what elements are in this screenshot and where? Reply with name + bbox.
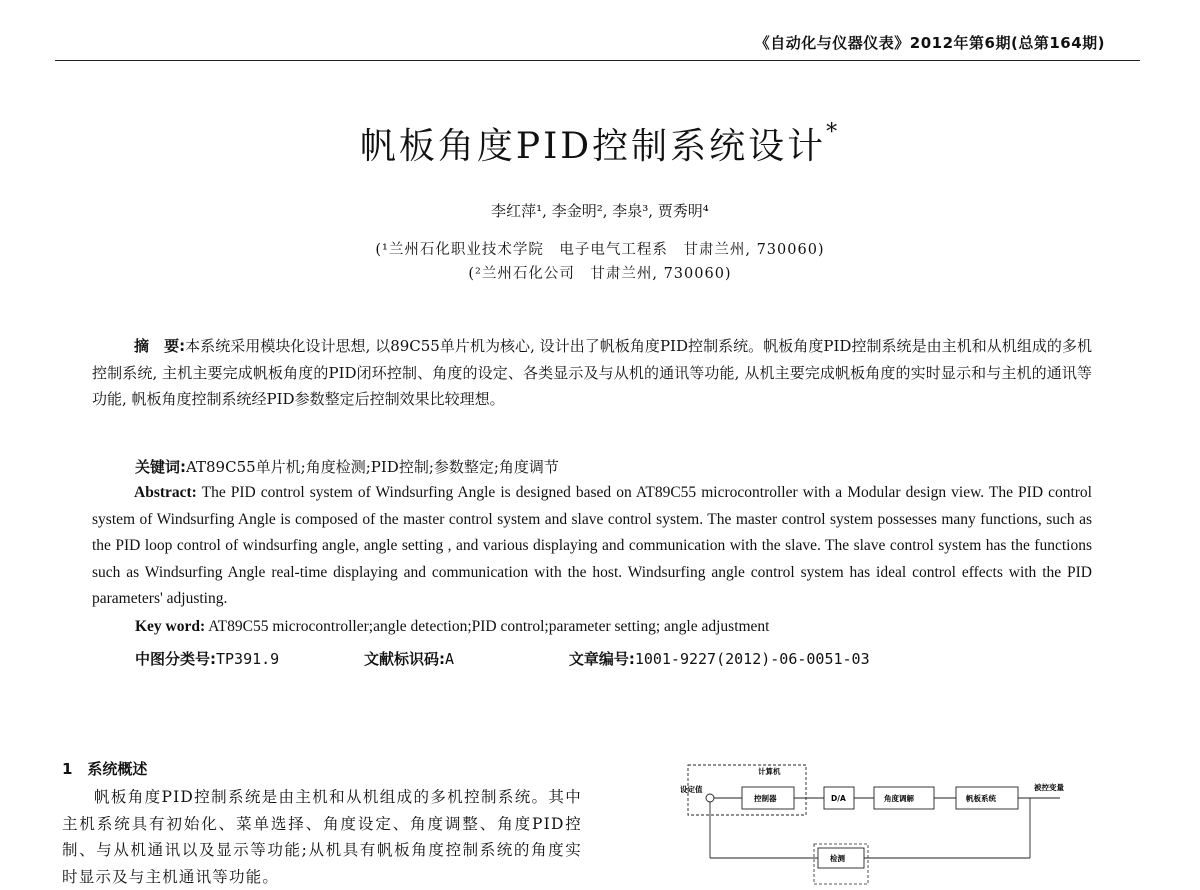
doc-code-label: 文献标识码: bbox=[364, 650, 445, 668]
summing-junction bbox=[706, 794, 714, 802]
title-text: 帆板角度PID控制系统设计 bbox=[359, 126, 827, 167]
title-footnote-mark: * bbox=[826, 120, 841, 145]
abstract-cn bbox=[92, 333, 1092, 413]
computer-boundary bbox=[688, 765, 806, 815]
classification-line bbox=[135, 648, 1035, 669]
keywords-en-text: AT89C55 microcontroller;angle detection;PID control;parameter setting; angle adjustment bbox=[208, 618, 770, 635]
clc-value: TP391.9 bbox=[216, 650, 280, 668]
abstract-en-text: The PID control system of Windsurfing Angle is designed based on AT89C55 microcontroller with a Modular design view. The PID control system of Windsurfing Angle is composed of the master control system and slave control system. The master control system possesses many functions, such as the PID loop control of windsurfing angle, angle setting , and various displaying and communication with the slave. The slave control system has the functions such as Windsurfing Angle real-time displaying and communication with the host. Windsurfing angle control system has ideal control effects with the PID parameters' adjusting. bbox=[92, 484, 1092, 607]
doc-code-value: A bbox=[445, 650, 455, 668]
abstract-cn-label: 摘 要: bbox=[134, 337, 186, 355]
abstract-en bbox=[92, 480, 1092, 613]
computer-label: 计算机 bbox=[758, 767, 781, 776]
authors: 李红萍¹, 李金明², 李泉³, 贾秀明⁴ bbox=[491, 202, 709, 220]
affiliation-1: (¹兰州石化职业技术学院 电子电气工程系 甘肃兰州, 730060) bbox=[375, 242, 825, 258]
keywords-cn-label: 关键词: bbox=[135, 458, 186, 476]
affiliation-2: (²兰州石化公司 甘肃兰州, 730060) bbox=[468, 266, 732, 282]
keywords-en-label: Key word: bbox=[135, 618, 206, 635]
angle-adjust-label: 角度调解 bbox=[884, 794, 914, 803]
sail-system-label: 帆板系统 bbox=[966, 794, 996, 803]
journal-header: 《自动化与仪器仪表》2012年第6期(总第164期) bbox=[754, 34, 1105, 52]
keywords-cn-text: AT89C55单片机;角度检测;PID控制;参数整定;角度调节 bbox=[186, 458, 559, 476]
setpoint-label: 设定值 bbox=[680, 785, 703, 794]
article-no-label: 文章编号: bbox=[568, 650, 635, 668]
section-1-body bbox=[62, 784, 582, 890]
article-no-value: 1001-9227(2012)-06-0051-03 bbox=[634, 650, 870, 668]
abstract-cn-text: 本系统采用模块化设计思想, 以89C55单片机为核心, 设计出了帆板角度PID控制系统。帆板角度PID控制系统是由主机和从机组成的多机控制系统, 主机主要完成帆板角度的PID闭环控制、角度的设定、各类显示及与从机的通讯等功能, 从机主要完成帆板角度的实时显示和与主机的通讯等功能, 帆板角度控制系统经PID参数整定后控制效果比较理想。 bbox=[92, 337, 1092, 408]
keywords-en bbox=[135, 618, 770, 636]
section-1-text: 帆板角度PID控制系统是由主机和从机组成的多机控制系统。其中主机系统具有初始化、菜单选择、角度设定、角度调整、角度PID控制、与从机通讯以及显示等功能;从机具有帆板角度控制系统的角度实时显示及与主机通讯等功能。 bbox=[62, 788, 582, 886]
abstract-en-label: Abstract: bbox=[134, 484, 197, 501]
output-label: 被控变量 bbox=[1034, 783, 1064, 792]
paper-title bbox=[0, 118, 1200, 169]
clc-label: 中图分类号: bbox=[135, 650, 216, 668]
detect-label: 检测 bbox=[830, 854, 845, 863]
da-label: D/A bbox=[831, 794, 846, 803]
controller-label: 控制器 bbox=[754, 794, 777, 803]
section-1-heading: 1 系统概述 bbox=[62, 760, 148, 778]
control-block-diagram bbox=[680, 760, 1110, 887]
header-rule bbox=[55, 60, 1140, 61]
keywords-cn bbox=[135, 456, 559, 477]
